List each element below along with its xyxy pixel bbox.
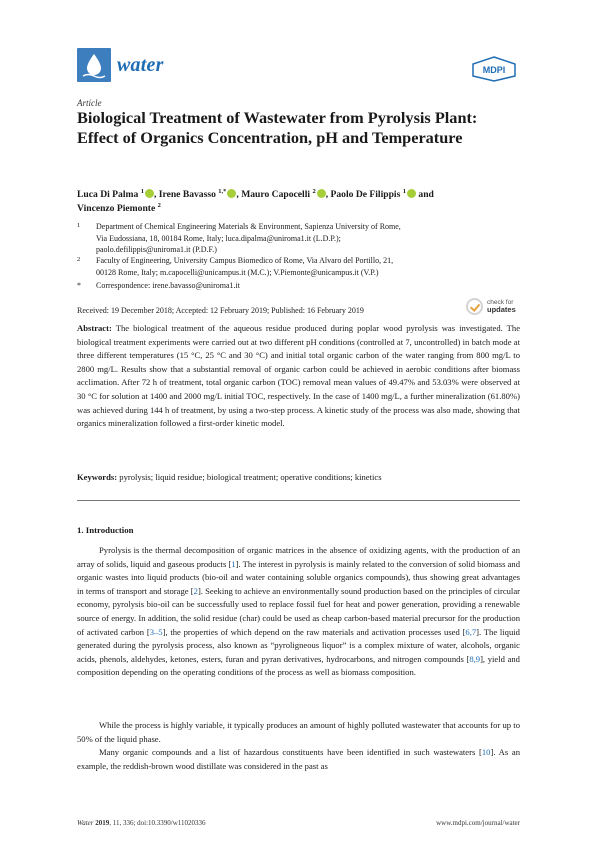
check-updates-line1: check for [487, 299, 514, 306]
citation-link[interactable]: 2 [193, 585, 198, 596]
keywords-text: pyrolysis; liquid residue; biological treatment; operative conditions; kinetics [119, 472, 382, 482]
section-divider [77, 500, 520, 501]
author-name: Luca Di Palma [77, 189, 139, 201]
abstract-label: Abstract: [77, 323, 112, 333]
publisher-name: MDPI [482, 65, 506, 75]
journal-logo [77, 48, 164, 82]
author-name: Paolo De Filippis [330, 189, 401, 201]
article-type: Article [77, 98, 102, 108]
author-name: Vincenzo Piemonte [77, 203, 156, 215]
author-line-2 [77, 202, 161, 214]
author-name: Mauro Capocelli [241, 189, 311, 201]
orcid-icon[interactable] [407, 189, 416, 198]
author-line-1: Luca Di Palma $^1$ , Irene Bavasso $^{1,*}$ , Mauro Capocelli $^2$ , Paolo De Filippis $^1$ and [77, 188, 434, 201]
author-affiliation: 1 [402, 188, 406, 195]
author-name: Irene Bavasso [158, 189, 216, 201]
keywords [77, 471, 520, 485]
footer-journal-url[interactable]: www.mdpi.com/journal/water [436, 819, 520, 827]
publisher-logo [471, 56, 517, 82]
keywords-label: Keywords: [77, 472, 118, 482]
author-affiliation: 2 [157, 202, 161, 209]
author-affiliation: 2 [312, 188, 316, 195]
intro-paragraph-3: Many organic compounds and a list of hazardous constituents have been identified in such wastewaters [10]. As an example, the reddish-brown wood distillate was considered in the past as [77, 747, 520, 771]
journal-name: water [117, 53, 164, 76]
footer-citation: Water 2019, 11, 336; doi:10.3390/w11020336 [77, 819, 206, 827]
water-drop-icon [77, 48, 111, 82]
abstract-text: The biological treatment of the aqueous residue produced during poplar wood pyrolysis was investigated. The biological treatment experiments were carried out at two different pH conditions (controlled at 7, uncontrolled) in batch mode at three different temperatures (15 °C, 25 °C and 30 °C) and initial total organic carbon of the water ranging from 800 mg/L to 2800 mg/L. Results show that a substantial removal of organic carbon could be achieved in aerobic conditions after biomass acclimation. After 72 h of treatment, total organic carbon (TOC) removal mean values of 49.47% and 53.03% were observed at 30 °C for solution at 1400 and 2000 mg/L initial TOC, respectively. In the case of 1400 mg/L, a further mineralization (61.80%) was achieved during 144 h of treatment, by using a two-step process. A kinetic study of the process was also made, showing that organics mineralization followed a first-order kinetic model. [77, 323, 521, 429]
orcid-icon[interactable] [145, 189, 154, 198]
author-affiliation: 1 [140, 188, 144, 195]
citation-link[interactable]: 6,7 [465, 626, 477, 637]
citation-link[interactable]: 3–5 [149, 626, 163, 637]
orcid-icon[interactable] [227, 189, 236, 198]
abstract [77, 322, 520, 431]
check-for-updates-badge[interactable] [466, 298, 516, 315]
check-updates-line2: updates [487, 305, 516, 314]
orcid-icon[interactable] [317, 189, 326, 198]
check-updates-icon [466, 298, 483, 315]
citation-link[interactable]: 10 [481, 747, 491, 757]
citation-link[interactable]: 8,9 [469, 653, 481, 664]
intro-paragraph-2: While the process is highly variable, it typically produces an amount of highly polluted wastewater that accounts for up to 50% of the liquid phase. [77, 720, 520, 744]
publication-dates: Received: 19 December 2018; Accepted: 12 February 2019; Published: 16 February 2019 [77, 306, 364, 315]
article-title: Biological Treatment of Wastewater from Pyrolysis Plant: Effect of Organics Concentration, pH and Temperature [77, 108, 478, 147]
section-heading: 1. Introduction [77, 525, 134, 535]
author-conjunction: and [418, 189, 434, 201]
author-affiliation: 1,* [218, 188, 227, 195]
intro-paragraph-1: Pyrolysis is the thermal decomposition of organic matrices in the absence of oxidizing agents, with the production of an array of solids, liquid and gaseous products [1]. The interest in pyrolysis is mainly related to the conversion of solid biomass and organic wastes into liquid products (bio-oil and water containing soluble organics compounds), thus showing great advantages in terms of transport and storage [2]. Seeking to achieve an environmentally sound production based on the principles of circular economy, pyrolysis bio-oil can be successfully used to replace fossil fuel for heat and power generation, providing a renewable source of energy. In addition, the solid residue (char) could be used as cheap carbon-based material precursor for the production of activated carbon [3–5], the properties of which depend on the raw materials and activation processes used [6,7]. The liquid generated during the pyrolysis process, also known as “pyroligneous liquor” is a complex mixture of water, alcohols, organic acids, phenols, aldehydes, ketones, esters, furan and pyran derivatives, hydrocarbons, and nitrogen compounds [8,9], yield and composition depending on the operating conditions of the process as well as biomass composition. [77, 545, 520, 678]
citation-link[interactable]: 1 [231, 558, 236, 569]
